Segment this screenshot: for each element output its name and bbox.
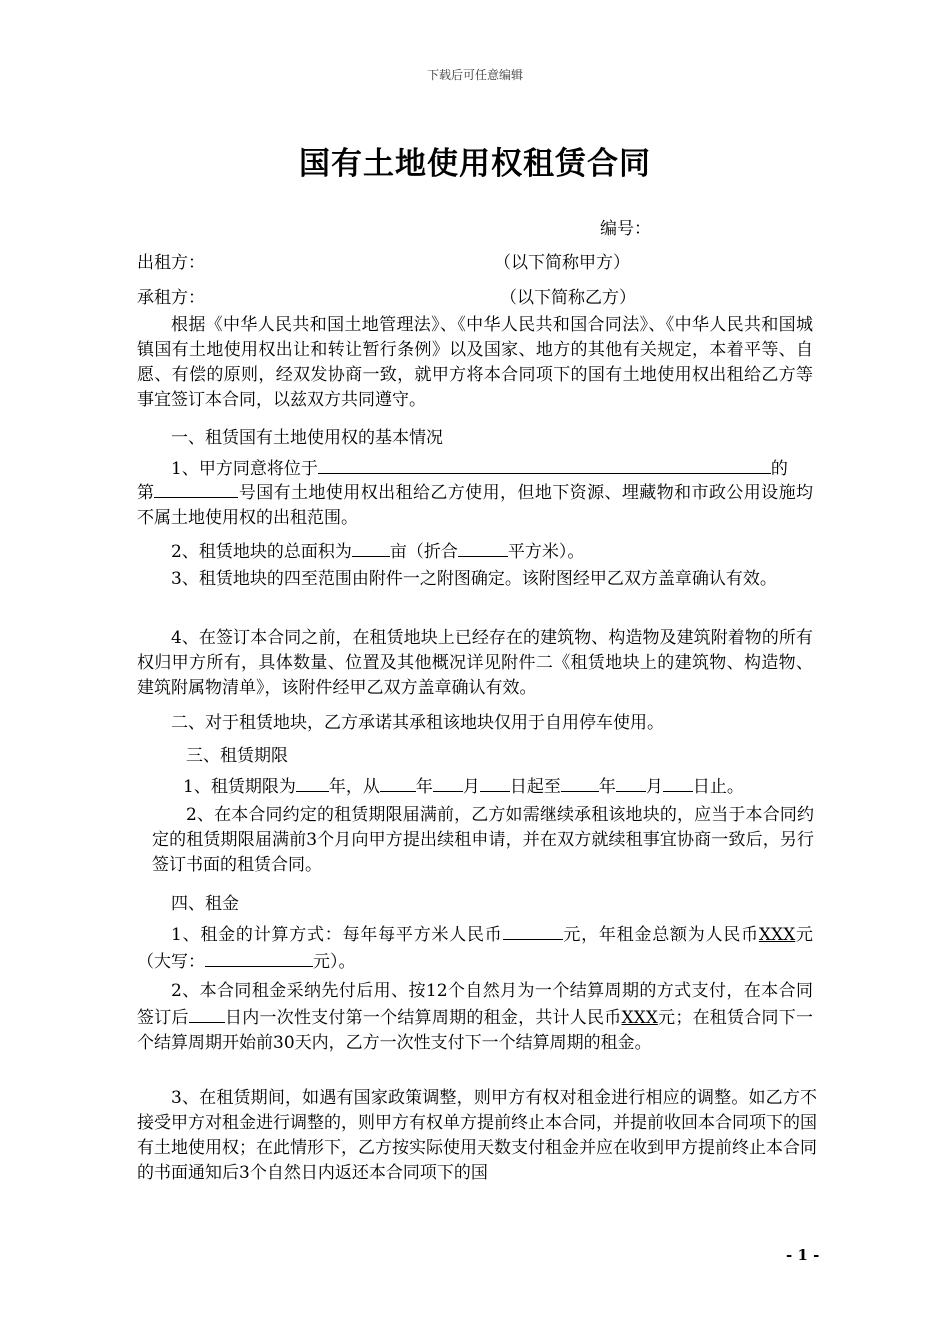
clause-3-2: 2、在本合同约定的租赁期限届满前，乙方如需继续承租该地块的，应当于本合同约定的租赁期限届满前3个月向甲方提出续租申请，并在双方就续租事宜协商一致后，另行签订书面的租赁合同。 [152,805,814,875]
location-blank [318,455,771,474]
annual-rent-amount: XXX [758,925,796,945]
start-day-blank [480,773,510,792]
contract-number-label: 编号： [600,219,651,239]
clause-4-3: 3、在租赁期间，如遇有国家政策调整，则甲方有权对租金进行相应的调整。如乙方不接受甲方对租金进行调整的，则甲方有权单方提前终止本合同，并提前收回本合同项下的国有土地使用权；在此情形下，乙方按实际使用天数支付租金并应在收到甲方提前终止本合同的书面通知后3个自然日内返还本合同项下的国 [137,1088,817,1183]
unit-rent-blank [503,921,563,940]
clause-1-1-line-2: 第 号国有土地使用权出租给乙方使用，但地下资源、埋藏物和市政公用设施均不属土地使用权的出租范围。 [137,479,813,531]
start-year-blank [380,773,416,792]
area-mu-blank [352,538,390,557]
area-sqm-blank [458,538,508,557]
rent-in-words-blank [205,948,313,967]
section-2-heading: 二、对于租赁地块，乙方承诺其承租该地块仅用于自用停车使用。 [171,713,664,733]
clause-4-2: 2、本合同租金采纳先付后用、按12个自然月为一个结算周期的方式支付，在本合同签订后 日内一次性支付第一个结算周期的租金，共计人民币XXX元；在租赁合同下一个结算周期开始前30天内，乙方一次性支付下一个结算周期的租金。 [137,981,814,1053]
clause-4-1: 1、租金的计算方式：每年每平方米人民币 元，年租金总额为人民币XXX元（大写： 元）。 [137,921,813,975]
page-number: - 1 - [786,1246,820,1264]
clause-1-4: 4、在签订本合同之前，在租赁地块上已经存在的建筑物、构造物及建筑附着物的所有权归甲方所有，具体数量、位置及其他概况详见附件二《租赁地块上的建筑物、构造物、建筑附属物清单》，该附件经甲乙双方盖章确认有效。 [137,628,813,698]
payment-days-blank [189,1004,225,1023]
lessor-alias: （以下简称甲方） [494,253,630,273]
header-note: 下载后可任意编辑 [426,68,523,82]
section-4-heading: 四、租金 [171,894,239,914]
first-payment-amount: XXX [621,1008,658,1028]
term-years-blank [296,773,329,792]
end-year-blank [561,773,599,792]
clause-1-3: 3、租赁地块的四至范围由附件一之附图确定。该附图经甲乙双方盖章确认有效。 [171,569,777,589]
lessor-label: 出租方： [137,253,205,273]
end-day-blank [663,773,693,792]
section-3-heading: 三、租赁期限 [186,746,288,766]
clause-1-1-line-1: 1、甲方同意将位于 的 [171,454,788,479]
section-1-heading: 一、租赁国有土地使用权的基本情况 [171,428,443,448]
clause-3-1: 1、租赁期限为 年，从 年 月 日起至 年 月 日止。 [183,772,744,797]
lessee-alias: （以下简称乙方） [500,288,636,308]
lot-number-blank [154,479,238,498]
lessee-label: 承租方： [137,288,205,308]
end-month-blank [616,773,646,792]
start-month-blank [433,773,463,792]
document-title: 国有土地使用权租赁合同 [299,146,651,182]
clause-1-2: 2、租赁地块的总面积为 亩（折合 平方米）。 [171,537,584,562]
preamble-paragraph: 根据《中华人民共和国土地管理法》、《中华人民共和国合同法》、《中华人民共和国城镇国有土地使用权出让和转让暂行条例》以及国家、地方的其他有关规定，本着平等、自愿、有偿的原则，经双发协商一致，就甲方将本合同项下的国有土地使用权出租给乙方等事宜签订本合同，以兹双方共同遵守。 [137,315,813,410]
